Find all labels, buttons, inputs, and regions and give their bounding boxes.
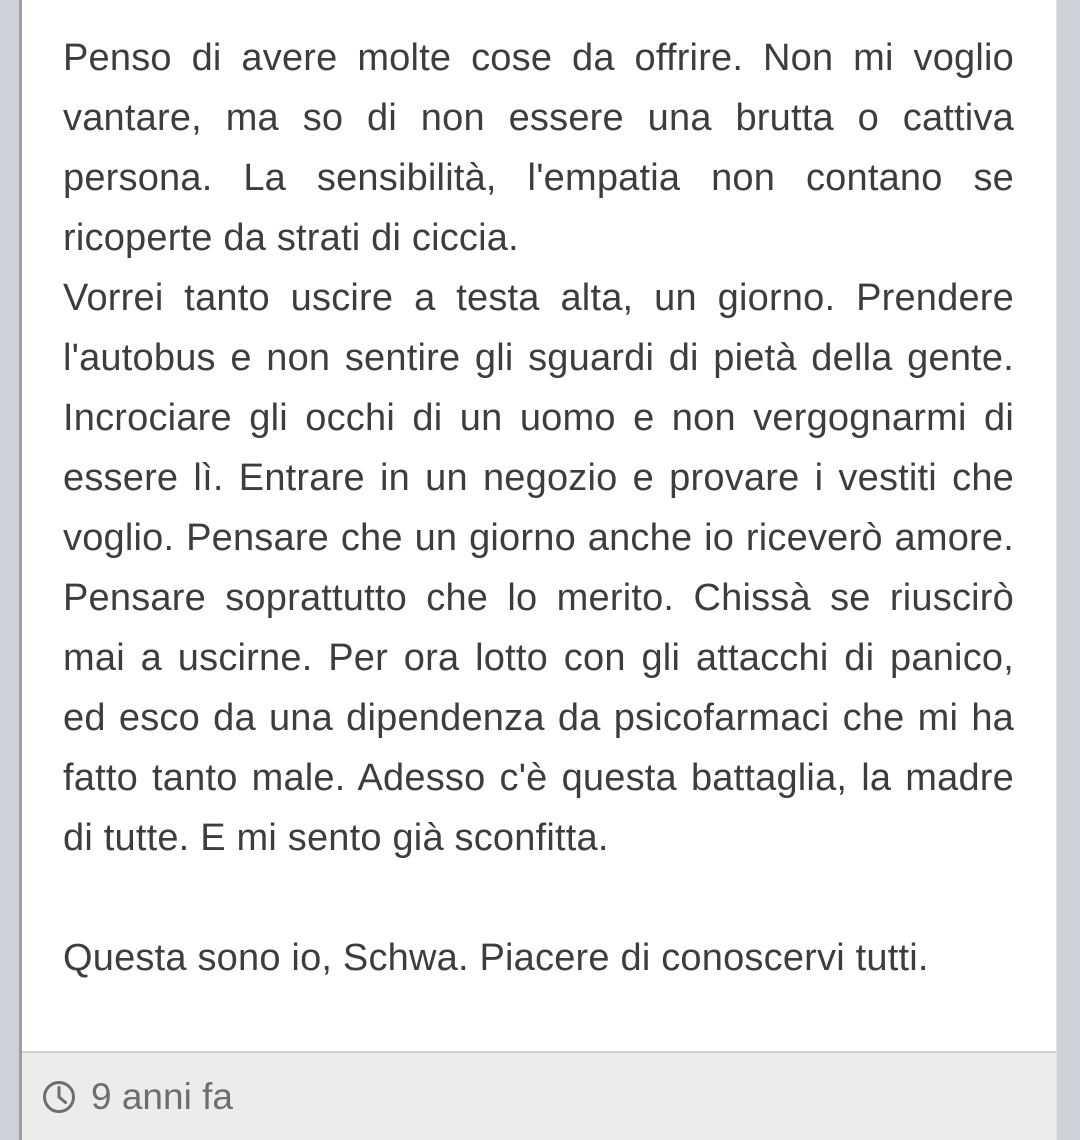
post-paragraph: Penso di avere molte cose da offrire. Non mi voglio vantare, ma so di non essere una brutta o cattiva persona. La sensibilità, l'empatia non contano se ricoperte da strati di ciccia. (63, 37, 1014, 259)
clock-icon (42, 1080, 76, 1114)
timestamp-link[interactable]: 9 anni fa (91, 1076, 233, 1117)
timestamp-bar (22, 1051, 1056, 1140)
post-paragraph: Vorrei tanto uscire a testa alta, un giorno. Prendere l'autobus e non sentire gli sguardi di pietà della gente. Incrociare gli occhi di un uomo e non vergognarmi di essere lì. Entrare in un negozio e provare i vestiti che voglio. Pensare che un giorno anche io riceverò amore. Pensare soprattutto che lo merito. Chissà se riuscirò mai a uscirne. Per ora lotto con gli attacchi di panico, ed esco da una dipendenza da psicofarmaci che mi ha fatto tanto male. Adesso c'è questa battaglia, la madre di tutte. E mi sento già sconfitta. (63, 277, 1014, 859)
post-card (22, 0, 1056, 1140)
left-gutter (0, 0, 19, 1140)
post-body (22, 0, 1056, 1051)
post-paragraph: Questa sono io, Schwa. Piacere di conoscervi tutti. (63, 937, 929, 979)
right-gutter (1056, 0, 1079, 1140)
